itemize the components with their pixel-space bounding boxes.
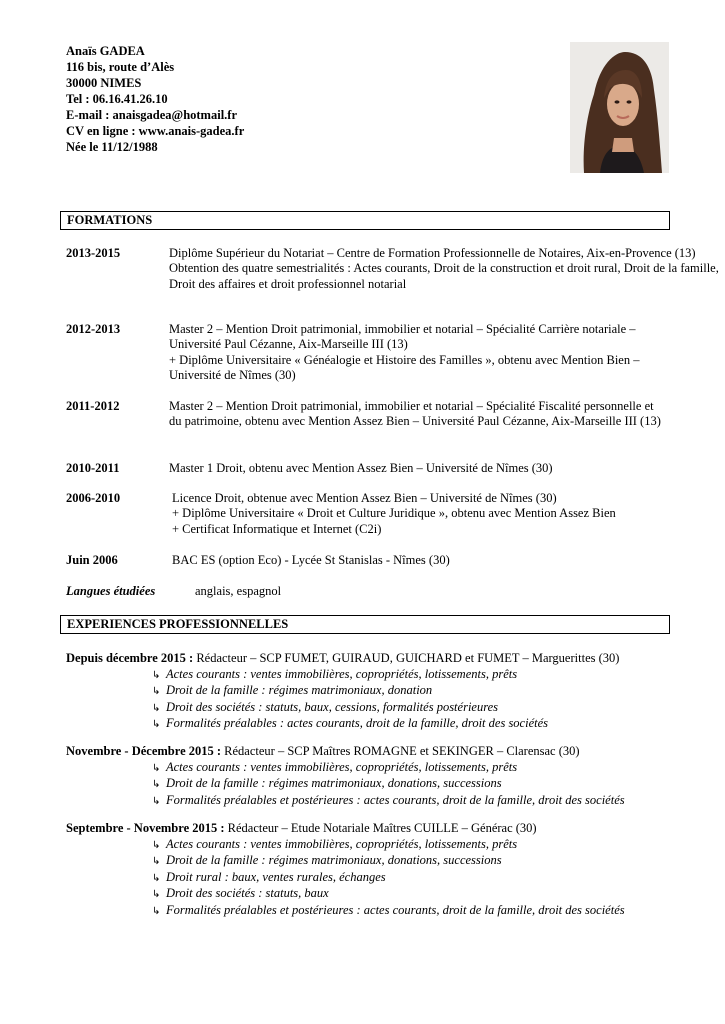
formation-line: Master 2 – Mention Droit patrimonial, immobilier et notarial – Spécialité Fiscalité personnelle et du patrimoine, obtenu avec Mention Assez Bien – Université Paul Cézanne, Aix-Marseille III (13)	[169, 399, 661, 429]
arrow-bullet-icon: ↳	[152, 839, 161, 851]
formation-entry	[66, 322, 676, 384]
experience-role: Rédacteur – SCP Maîtres ROMAGNE et SEKINGER – Clarensac (30)	[221, 744, 580, 758]
experience-item: ↳ Droit rural : baux, ventes rurales, échanges	[152, 870, 686, 887]
profile-photo	[570, 42, 669, 173]
arrow-bullet-icon: ↳	[152, 872, 161, 884]
arrow-bullet-icon: ↳	[152, 795, 161, 807]
experience-period: Septembre - Novembre 2015 :	[66, 821, 225, 835]
experience-role: Rédacteur – SCP FUMET, GUIRAUD, GUICHARD et FUMET – Marguerittes (30)	[193, 651, 620, 665]
arrow-bullet-icon: ↳	[152, 719, 161, 731]
contact-city: 30000 NIMES	[66, 76, 142, 90]
formation-line: Licence Droit, obtenue avec Mention Assez Bien – Université de Nîmes (30)	[172, 491, 557, 505]
experience-item: ↳ Droit de la famille : régimes matrimoniaux, donation	[152, 683, 686, 700]
formation-year: 2012-2013	[66, 322, 121, 336]
formation-entry	[66, 399, 676, 430]
contact-birth: Née le 11/12/1988	[66, 140, 158, 154]
arrow-bullet-icon: ↳	[152, 702, 161, 714]
formation-year: 2013-2015	[66, 246, 121, 260]
contact-block	[66, 43, 244, 155]
experience-item: ↳ Droit des sociétés : statuts, baux	[152, 886, 686, 903]
experience-entry	[66, 744, 686, 809]
languages-value: anglais, espagnol	[195, 584, 282, 598]
formation-year: Juin 2006	[66, 553, 118, 567]
formation-year: 2006-2010	[66, 491, 121, 505]
experience-period: Novembre - Décembre 2015 :	[66, 744, 222, 758]
experience-role: Rédacteur – Etude Notariale Maîtres CUILLE – Générac (30)	[224, 821, 537, 835]
experience-item: ↳ Droit des sociétés : statuts, baux, cessions, formalités postérieures	[152, 700, 686, 717]
languages-label: Langues étudiées	[66, 584, 156, 598]
formation-line: + Diplôme Universitaire « Généalogie et Histoire des Familles », obtenu avec Mention Bien – Université de Nîmes (30)	[169, 352, 640, 383]
experience-item: ↳ Droit de la famille : régimes matrimoniaux, donations, successions	[152, 853, 686, 870]
formations-header: FORMATIONS	[60, 211, 670, 230]
experience-item: ↳ Actes courants : ventes immobilières, copropriétés, lotissements, prêts	[152, 760, 686, 777]
experience-item: ↳ Actes courants : ventes immobilières, copropriétés, lotissements, prêts	[152, 837, 686, 854]
experience-item: ↳ Droit de la famille : régimes matrimoniaux, donations, successions	[152, 776, 686, 793]
contact-email: E-mail : anaisgadea@hotmail.fr	[66, 108, 237, 122]
formation-entry	[66, 553, 676, 568]
languages-row	[66, 584, 282, 599]
experience-item: ↳ Formalités préalables et postérieures : actes courants, droit de la famille, droit des sociétés	[152, 793, 686, 810]
experience-period: Depuis décembre 2015 :	[66, 651, 194, 665]
contact-cv-link: CV en ligne : www.anais-gadea.fr	[66, 124, 245, 138]
formation-line: BAC ES (option Eco) - Lycée St Stanislas - Nîmes (30)	[172, 553, 450, 567]
formation-line: Obtention des quatre semestrialités : Actes courants, Droit de la construction et droit rural, Droit de la famille, Droit des affaires et droit professionnel notarial	[169, 261, 719, 291]
arrow-bullet-icon: ↳	[152, 905, 161, 917]
profile-photo-icon	[570, 42, 669, 173]
arrow-bullet-icon: ↳	[152, 686, 161, 698]
experience-item: ↳ Actes courants : ventes immobilières, copropriétés, lotissements, prêts	[152, 667, 686, 684]
formation-entry	[66, 491, 676, 537]
formation-line: + Diplôme Universitaire « Droit et Culture Juridique », obtenu avec Mention Assez Bien	[172, 506, 616, 521]
experience-entry	[66, 821, 686, 920]
experiences-header: EXPERIENCES PROFESSIONNELLES	[60, 615, 670, 634]
formation-entry	[66, 461, 676, 476]
formation-entry	[66, 246, 719, 292]
arrow-bullet-icon: ↳	[152, 669, 161, 681]
contact-name: Anaïs GADEA	[66, 44, 145, 58]
arrow-bullet-icon: ↳	[152, 889, 161, 901]
arrow-bullet-icon: ↳	[152, 779, 161, 791]
arrow-bullet-icon: ↳	[152, 762, 161, 774]
formation-line: + Certificat Informatique et Internet (C2i)	[172, 521, 382, 536]
contact-address: 116 bis, route d’Alès	[66, 60, 175, 74]
formation-line: Diplôme Supérieur du Notariat – Centre de Formation Professionnelle de Notaires, Aix-en-Provence (13)	[169, 246, 696, 260]
arrow-bullet-icon: ↳	[152, 856, 161, 868]
formation-line: Master 1 Droit, obtenu avec Mention Assez Bien – Université de Nîmes (30)	[169, 461, 553, 475]
formation-line: Master 2 – Mention Droit patrimonial, immobilier et notarial – Spécialité Carrière notariale – Université Paul Cézanne, Aix-Marseille III (13)	[169, 322, 636, 352]
formation-year: 2010-2011	[66, 461, 120, 475]
experience-entry	[66, 651, 686, 733]
experience-item: ↳ Formalités préalables et postérieures : actes courants, droit de la famille, droit des sociétés	[152, 903, 686, 920]
formation-year: 2011-2012	[66, 399, 120, 413]
contact-phone: Tel : 06.16.41.26.10	[66, 92, 168, 106]
experience-item: ↳ Formalités préalables : actes courants, droit de la famille, droit des sociétés	[152, 716, 686, 733]
